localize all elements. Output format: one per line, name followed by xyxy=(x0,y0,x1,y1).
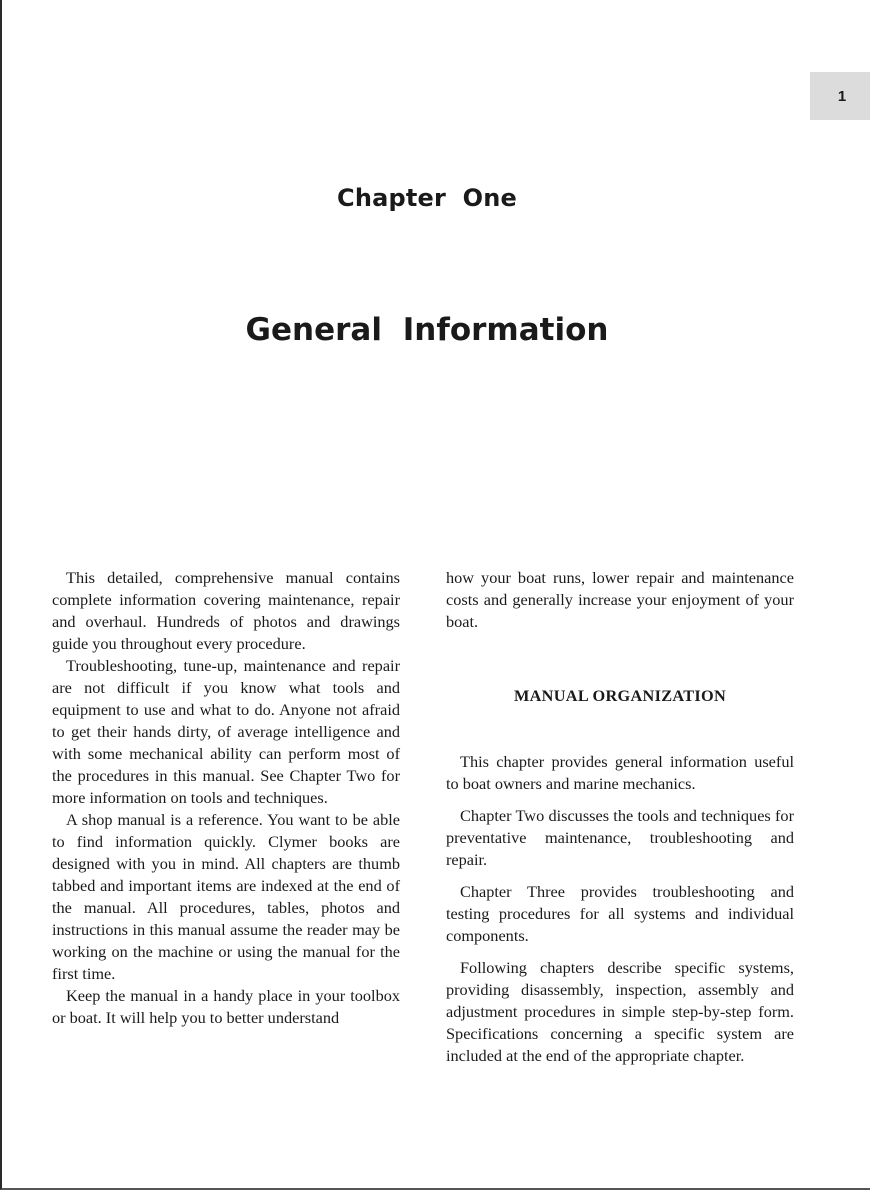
paragraph: Troubleshooting, tune-up, maintenance and repair are not difficult if you know what tools and equipment to use and what to do. Anyone not afraid to get their hands dirty, of average intelligence and with some mechanical ability can perform most of the procedures in this manual. See Chapter Two for more information on tools and techniques. xyxy=(52,656,400,807)
paragraph: Chapter Three provides troubleshooting and testing procedures for all systems and individual components. xyxy=(446,882,794,945)
paragraph: Chapter Two discusses the tools and techniques for preventative maintenance, troubleshooting and repair. xyxy=(446,806,794,869)
section-heading: MANUAL ORGANIZATION xyxy=(513,686,727,705)
chapter-title: General Information xyxy=(245,312,609,348)
chapter-thumb-tab: 1 xyxy=(810,72,870,120)
paragraph: This detailed, comprehensive manual contains complete information covering maintenance, repair and overhaul. Hundreds of photos and drawings guide you throughout every procedure. xyxy=(52,568,400,653)
paragraph: This chapter provides general information useful to boat owners and marine mechanics. xyxy=(446,752,794,793)
paragraph: A shop manual is a reference. You want to be able to find information quickly. Clymer books are designed with you in mind. All chapters are thumb tabbed and important items are indexed at the end of the manual. All procedures, tables, photos and instructions in this manual assume the reader may be working on the machine or using the manual for the first time. xyxy=(52,810,400,983)
continued-paragraph: how your boat runs, lower repair and maintenance costs and generally increase your enjoyment of your boat. xyxy=(446,568,794,631)
right-column xyxy=(446,567,794,1077)
left-column xyxy=(52,567,400,1029)
paragraph: Keep the manual in a handy place in your toolbox or boat. It will help you to better understand xyxy=(52,986,400,1027)
paragraph: Following chapters describe specific systems, providing disassembly, inspection, assembly and adjustment procedures in simple step-by-step form. Specifications concerning a specific system are included at the end of the appropriate chapter. xyxy=(446,958,794,1065)
chapter-label: Chapter One xyxy=(337,184,517,212)
